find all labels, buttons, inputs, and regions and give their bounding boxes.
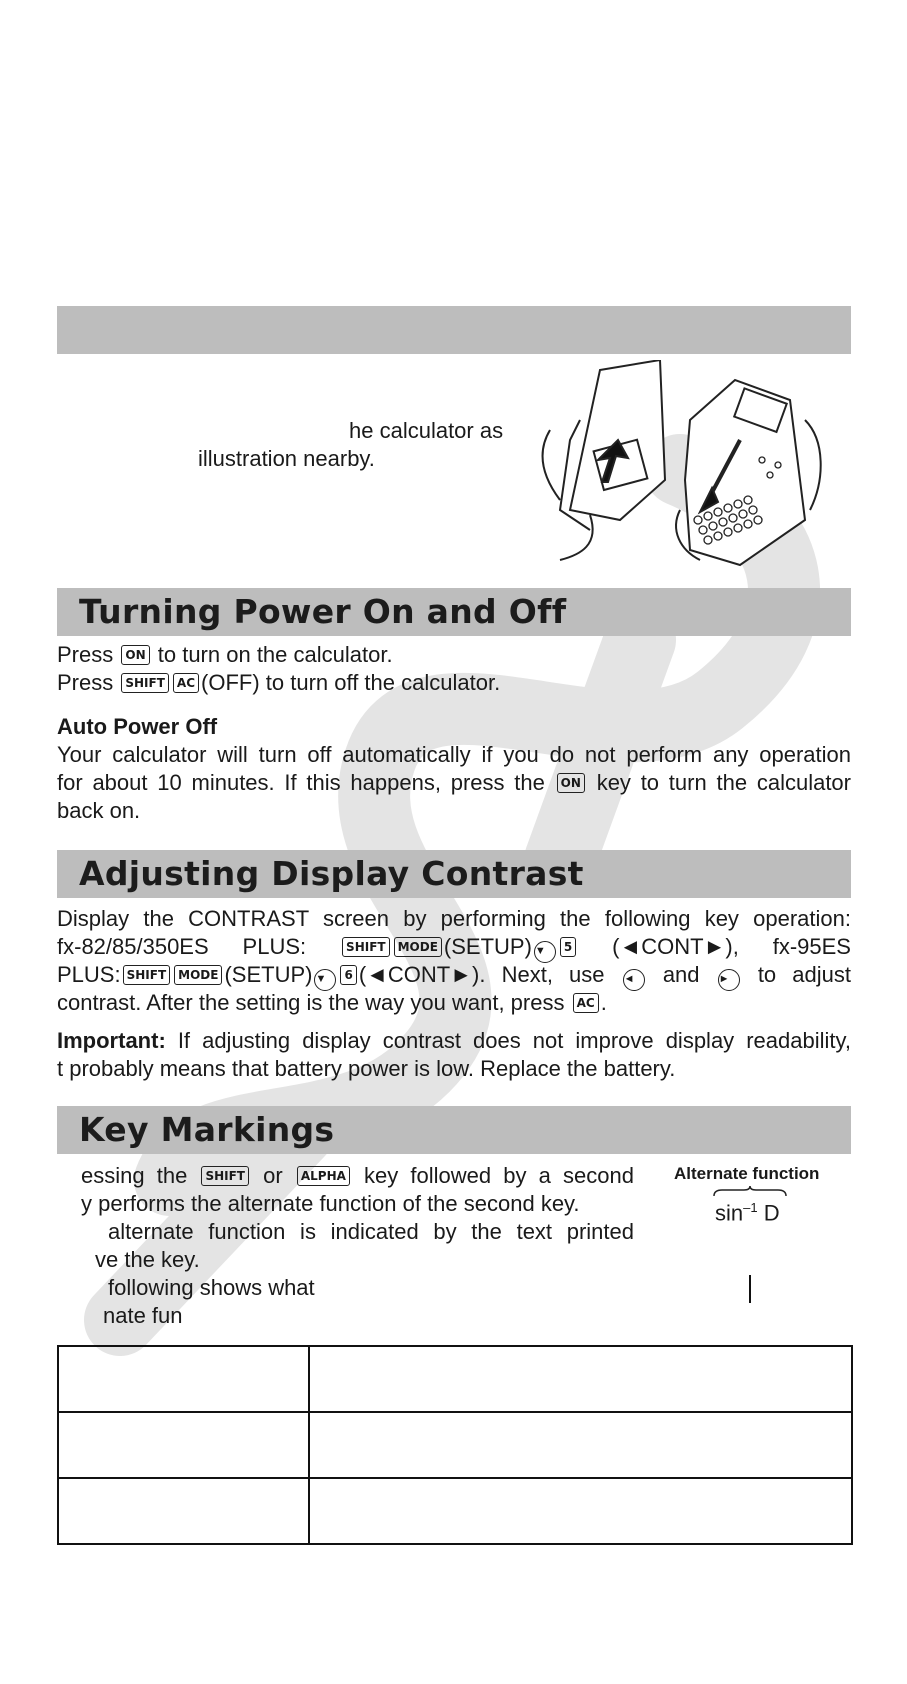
intro-line-1: he calculator as xyxy=(349,418,504,443)
power-off-line xyxy=(57,669,851,697)
right-arrow-key-icon: ► xyxy=(718,969,740,991)
text: . xyxy=(600,990,607,1015)
five-key-icon: 5 xyxy=(560,937,576,957)
key-markings-table xyxy=(57,1345,853,1545)
text: (OFF) to turn off the calculator. xyxy=(201,670,501,695)
shift-key-icon: SHIFT xyxy=(121,673,169,693)
text: to adjust xyxy=(757,962,851,987)
text: If adjusting display contrast does not improve display readability, xyxy=(177,1028,851,1053)
text: and xyxy=(662,962,700,987)
text: sin xyxy=(715,1200,744,1226)
auto-power-off-text-2 xyxy=(57,769,851,797)
table-cell xyxy=(58,1478,309,1544)
table-row xyxy=(58,1346,852,1412)
table-cell xyxy=(309,1412,852,1478)
text: essing the xyxy=(81,1163,188,1188)
text: (◄CONT►), xyxy=(612,934,739,959)
auto-power-off-title: Auto Power Off xyxy=(57,714,218,739)
shift-key-icon: SHIFT xyxy=(123,965,171,985)
markings-line-2: y performs the alternate function of the second key. xyxy=(81,1191,580,1216)
markings-line-5: following shows what xyxy=(108,1275,315,1300)
contrast-line-1: Display the CONTRAST screen by performing the following key operation: xyxy=(57,906,851,931)
superscript: –1 xyxy=(743,1200,758,1215)
text: to turn on the calculator. xyxy=(157,642,393,667)
mode-key-icon: MODE xyxy=(174,965,222,985)
text: or xyxy=(263,1163,283,1188)
markings-line-6: nate fun xyxy=(103,1303,183,1328)
contrast-line-3 xyxy=(57,961,851,991)
heading-power: Turning Power On and Off xyxy=(79,592,567,631)
alternate-function-label: Alternate function xyxy=(674,1164,820,1183)
text: PLUS: xyxy=(57,962,121,987)
table-cell xyxy=(309,1478,852,1544)
heading-contrast: Adjusting Display Contrast xyxy=(79,854,584,893)
section-bar-power xyxy=(57,588,851,636)
shift-key-icon: SHIFT xyxy=(342,937,390,957)
ac-key-icon: AC xyxy=(573,993,599,1013)
text: Press xyxy=(57,642,114,667)
key-marker-line xyxy=(749,1275,751,1303)
table-cell xyxy=(309,1346,852,1412)
left-arrow-key-icon: ◄ xyxy=(623,969,645,991)
text: contrast. After the setting is the way you want, press xyxy=(57,990,565,1015)
important-label: Important: xyxy=(57,1028,166,1053)
contrast-line-4 xyxy=(57,989,851,1017)
shift-key-icon: SHIFT xyxy=(201,1166,249,1186)
text: fx-82/85/350ES PLUS: xyxy=(57,934,307,959)
text: (SETUP) xyxy=(224,962,313,987)
table-cell xyxy=(58,1346,309,1412)
on-key-icon: ON xyxy=(121,645,149,665)
alpha-key-icon: ALPHA xyxy=(297,1166,350,1186)
text: D xyxy=(763,1200,780,1226)
text: (◄CONT►). Next, use xyxy=(358,962,605,987)
mode-key-icon: MODE xyxy=(394,937,442,957)
markings-line-3: alternate function is indicated by the text printed xyxy=(108,1219,634,1244)
table-cell xyxy=(58,1412,309,1478)
on-key-icon: ON xyxy=(557,773,585,793)
heading-markings: Key Markings xyxy=(79,1110,335,1149)
top-section-bar xyxy=(57,306,851,354)
down-arrow-key-icon: ▼ xyxy=(314,969,336,991)
important-line-2: t probably means that battery power is low. Replace the battery. xyxy=(57,1056,676,1081)
table-row xyxy=(58,1478,852,1544)
calculator-cover-illustration xyxy=(540,360,840,580)
auto-power-off-text-3: back on. xyxy=(57,798,141,823)
table-row xyxy=(58,1412,852,1478)
markings-line-1 xyxy=(81,1162,634,1190)
text: (SETUP) xyxy=(443,934,532,959)
power-on-line xyxy=(57,641,851,669)
six-key-icon: 6 xyxy=(340,965,356,985)
text: key to turn the calculator xyxy=(596,770,851,795)
text: key followed by a second xyxy=(364,1163,634,1188)
alternate-function-value xyxy=(715,1194,780,1227)
ac-key-icon: AC xyxy=(173,673,199,693)
section-bar-contrast xyxy=(57,850,851,898)
auto-power-off-text-1: Your calculator will turn off automatically if you do not perform any operation xyxy=(57,742,851,767)
section-bar-markings xyxy=(57,1106,851,1154)
important-line-1 xyxy=(57,1027,851,1055)
contrast-line-2 xyxy=(57,933,851,963)
down-arrow-key-icon: ▼ xyxy=(534,941,556,963)
text: fx-95ES xyxy=(772,934,851,959)
text: for about 10 minutes. If this happens, press the xyxy=(57,770,545,795)
text: Press xyxy=(57,670,114,695)
intro-line-2: illustration nearby. xyxy=(198,446,375,471)
markings-line-4: ve the key. xyxy=(95,1247,200,1272)
